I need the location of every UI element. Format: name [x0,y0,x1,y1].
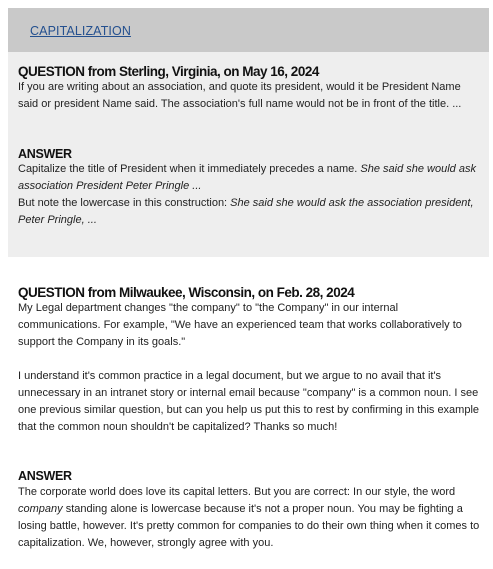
answer-1-text: Capitalize the title of President when it immediately precedes a name. She said she would ask association President Peter Pringle ... But note the lowercase in this construction: She said she would ask the association president, Peter Pringle, ... [18,163,476,226]
answer-1-heading: ANSWER [18,147,72,161]
answer-2-text: The corporate world does love its capital letters. But you are correct: In our style, the word company standing alone is lowercase because it's not a proper noun. You may be fighting a losing battle, however. It's pretty common for companies to do their own thing when it comes to capitalization. We, however, strongly agree with you. [18,486,480,549]
question-2-paragraph-2: I understand it's common practice in a legal document, but we argue to no avail that it's unnecessary in an intranet story or internal email because "company" is a common noun. I see one previous similar question, but can you help us put this to rest by confirming in this example that the common noun shouldn't be capitalized? Thanks so much! [18,370,480,433]
capitalization-topic-link[interactable]: CAPITALIZATION [30,24,131,38]
question-2-paragraph-1: My Legal department changes "the company" to "the Company" in our internal communications. For example, "We have an experienced team that works collaboratively to support the Company in its goals." [18,302,462,348]
topic-header-bar [8,8,489,52]
question-2-heading: QUESTION from Milwaukee, Wisconsin, on Feb. 28, 2024 [18,285,355,300]
answer-2-heading: ANSWER [18,469,72,483]
question-1-text: If you are writing about an association, and quote its president, would it be President Name said or president Name said. The association's full name would not be in front of the title. ... [18,81,462,110]
question-1-heading: QUESTION from Sterling, Virginia, on May 16, 2024 [18,64,319,79]
